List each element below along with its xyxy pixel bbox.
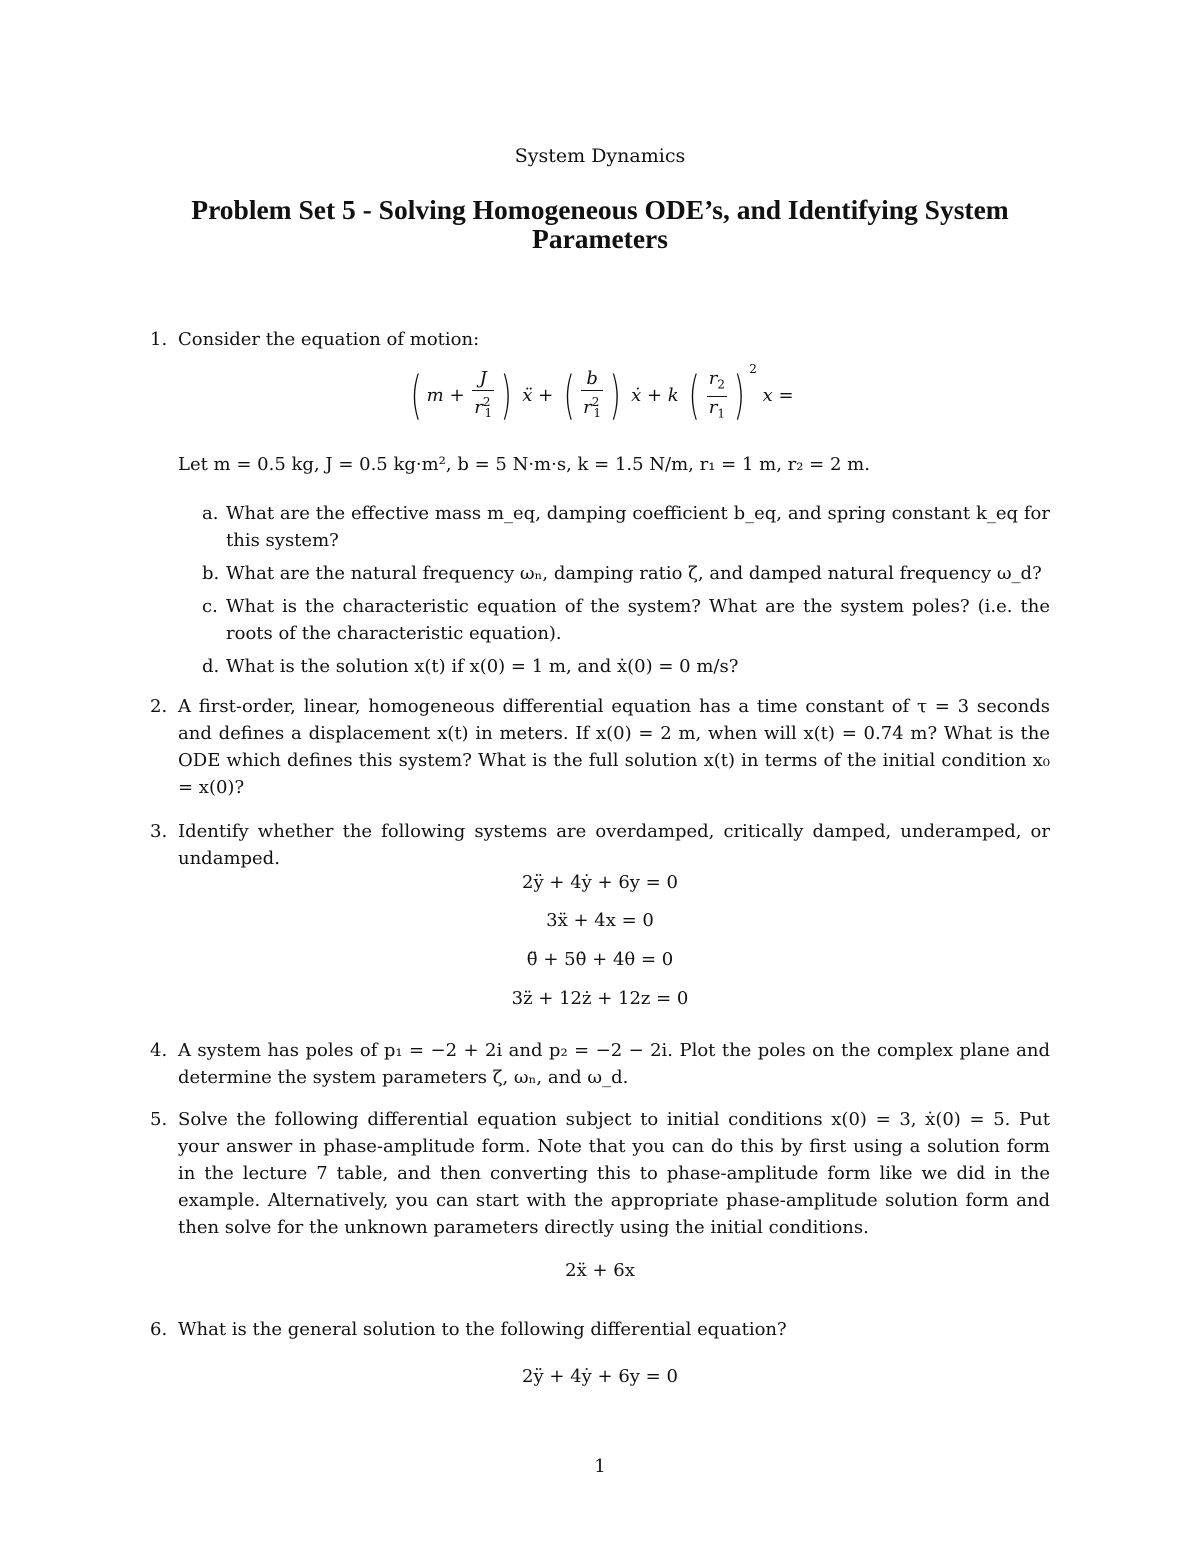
subpart-a: a. What are the effective mass m_eq, damping coefficient b_eq, and spring constant k_eq for this system? (202, 503, 1050, 551)
problem-4-text: A system has poles of p₁ = −2 + 2i and p₂ = −2 − 2i. Plot the poles on the complex plane and determine the system parameters ζ, ωₙ, and ω_d. (178, 1040, 1050, 1088)
problem-2: 2. A first-order, linear, homogeneous differential equation has a time constant of τ = 3 seconds and defines a displacement x(t) in meters. If x(0) = 2 m, when will x(t) = 0.74 m? What is the ODE which defines this system? What is the full solution x(t) in terms of the initial condition x₀ = x(0)? (150, 693, 1050, 801)
problem-1-given: Let m = 0.5 kg, J = 0.5 kg·m², b = 5 N·m·s, k = 1.5 N/m, r₁ = 1 m, r₂ = 2 m. (178, 454, 870, 475)
problem-6: 6. What is the general solution to the following differential equation? (150, 1316, 1050, 1343)
equation-of-motion: ( m + $\frac{J}{r^2_1}$ ) ẍ + ( $\frac{b}{r^2_1}$ ) ẋ + k ( $\frac{r_2}{r_1}$ ) $^2$ x = (410, 362, 794, 426)
page-number: 1 (594, 1456, 606, 1477)
equation-3c: θ̈ + 5θ̇ + 4θ = 0 (526, 949, 674, 970)
equation-3a: 2ÿ + 4ẏ + 6y = 0 (522, 872, 678, 893)
problem-3-text: Identify whether the following systems are overdamped, critically damped, underamped, or undamped. (178, 821, 1050, 869)
problem-5: 5. Solve the following differential equation subject to initial conditions x(0) = 3, ẋ(0) = 5. Put your answer in phase-amplitude form. Note that you can do this by first using a solution form in the lecture 7 table, and then converting this to phase-amplitude form like we did in the example. Alternatively, you can start with the appropriate phase-amplitude solution form and then solve for the unknown parameters directly using the initial conditions. (150, 1106, 1050, 1241)
problem-6-text: What is the general solution to the following differential equation? (178, 1319, 787, 1340)
problem-1-intro: Consider the equation of motion: (178, 329, 480, 350)
subpart-c: c. What is the characteristic equation of the system? What are the system poles? (i.e. the roots of the characteristic equation). (202, 596, 1050, 644)
problem-1 (150, 326, 1050, 353)
equation-3b: 3ẍ + 4x = 0 (546, 910, 654, 931)
problem-number: 1. (150, 329, 168, 350)
equation-3d: 3z̈ + 12ż + 12z = 0 (511, 988, 689, 1009)
equation-6: 2ÿ + 4ẏ + 6y = 0 (522, 1366, 678, 1387)
equation-5: 2ẍ + 6x (565, 1260, 635, 1281)
subpart-b: b. What are the natural frequency ωₙ, damping ratio ζ, and damped natural frequency ω_d? (202, 563, 1042, 584)
problem-2-text: A first-order, linear, homogeneous differential equation has a time constant of τ = 3 seconds and defines a displacement x(t) in meters. If x(0) = 2 m, when will x(t) = 0.74 m? What is the ODE which defines this system? What is the full solution x(t) in terms of the initial condition x₀ = x(0)? (178, 696, 1050, 798)
course-header: System Dynamics (514, 145, 686, 167)
problem-set-title: Problem Set 5 - Solving Homogeneous ODE’s, and Identifying System Parameters (191, 194, 1009, 254)
problem-1-subparts (150, 494, 1050, 680)
problem-4: 4. A system has poles of p₁ = −2 + 2i and p₂ = −2 − 2i. Plot the poles on the complex plane and determine the system parameters ζ, ωₙ, and ω_d. (150, 1037, 1050, 1091)
subpart-d: d. What is the solution x(t) if x(0) = 1 m, and ẋ(0) = 0 m/s? (202, 656, 739, 677)
problem-3: 3. Identify whether the following systems are overdamped, critically damped, underamped, or undamped. (150, 818, 1050, 872)
problem-5-text: Solve the following differential equation subject to initial conditions x(0) = 3, ẋ(0) = 5. Put your answer in phase-amplitude form. Note that you can do this by first using a solution form in the lecture 7 table, and then converting this to phase-amplitude form like we did in the example. Alternatively, you can start with the appropriate phase-amplitude solution form and then solve for the unknown parameters directly using the initial conditions. (178, 1109, 1050, 1238)
